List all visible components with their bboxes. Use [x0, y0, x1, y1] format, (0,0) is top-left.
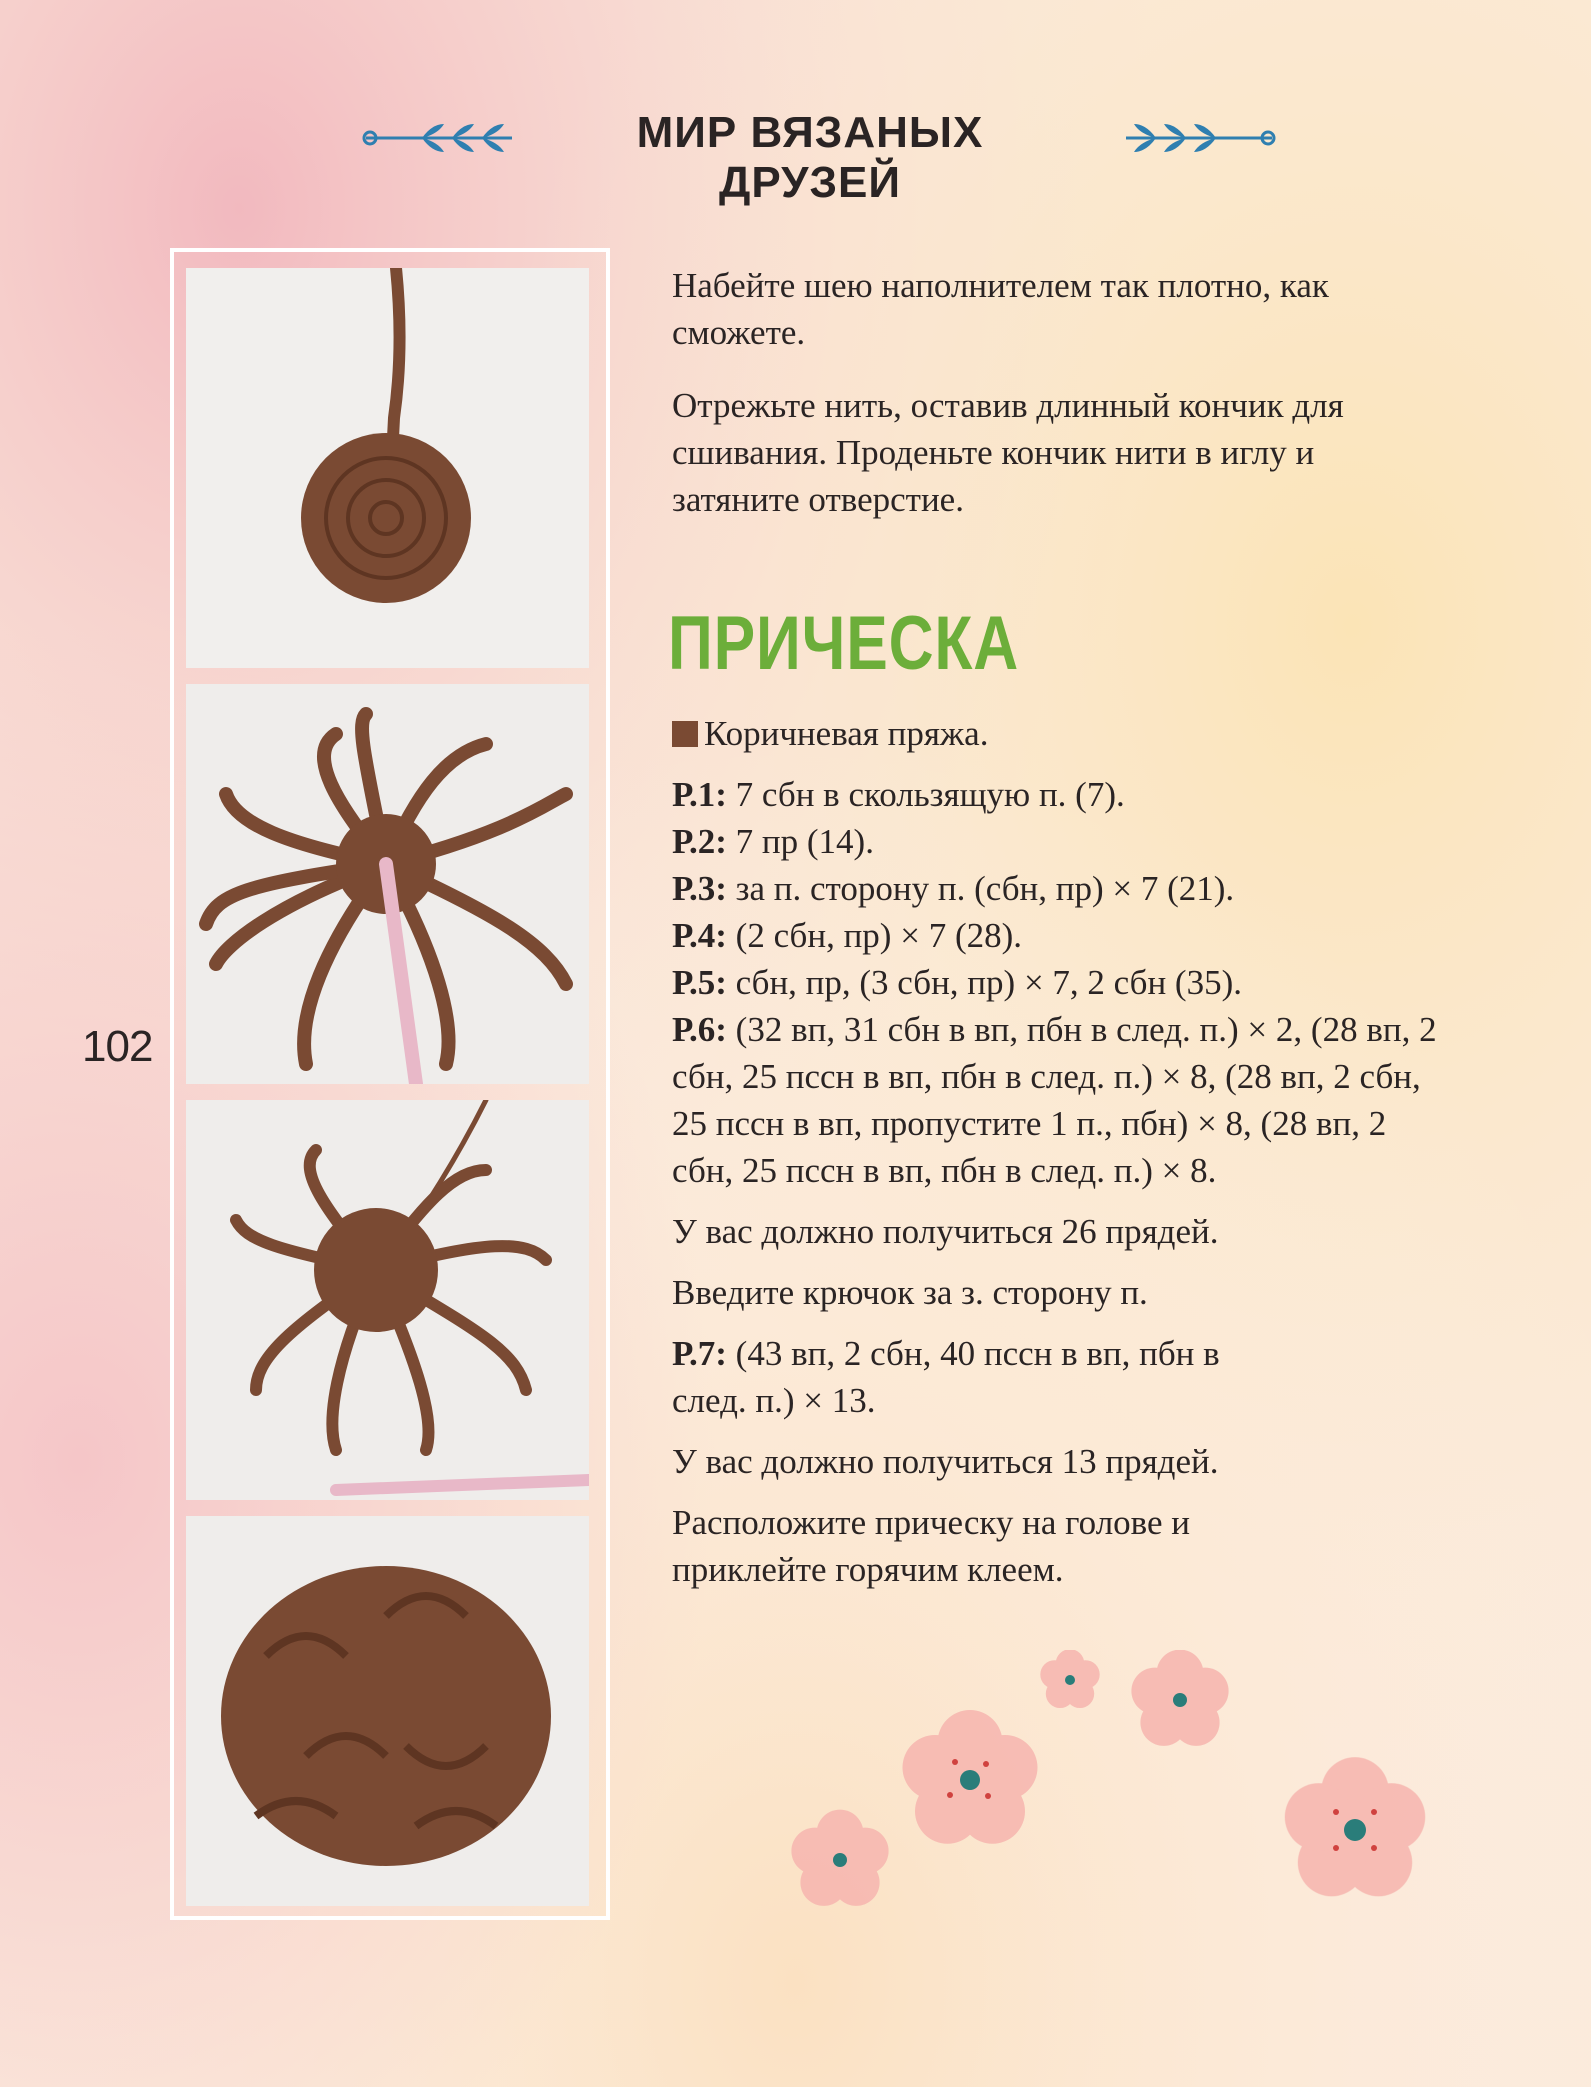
- final-instruction: Расположите прическу на голове и приклейте горячим клеем.: [672, 1503, 1190, 1589]
- row-3: Р.3: за п. сторону п. (сбн, пр) × 7 (21).: [672, 869, 1235, 908]
- yarn-text: Коричневая пряжа.: [704, 714, 989, 753]
- left-vine-ornament-icon: [362, 118, 520, 158]
- note-hook: Введите крючок за з. сторону п.: [672, 1273, 1148, 1312]
- brown-yarn-swatch-icon: [672, 721, 698, 747]
- book-title: МИР ВЯЗАНЫХ ДРУЗЕЙ: [636, 108, 984, 207]
- photo-head-circle: [186, 268, 589, 668]
- row-2: Р.2: 7 пр (14).: [672, 822, 874, 861]
- yarn-line: [672, 710, 1452, 757]
- intro-text-2: Отрежьте нить, оставив длинный кончик для сшивания. Проденьте кончик нити в иглу и затяните отверстие.: [672, 386, 1344, 519]
- note-strands-13: У вас должно получиться 13 прядей.: [672, 1442, 1219, 1481]
- photo-hair-strands-flat: [186, 684, 589, 1084]
- section-title: ПРИЧЕСКА: [668, 601, 1020, 686]
- row-1: Р.1: 7 сбн в скользящую п. (7).: [672, 775, 1125, 814]
- right-vine-ornament-icon: [1118, 118, 1276, 158]
- intro-paragraph-1: [672, 262, 1452, 356]
- intro-text-1: Набейте шею наполнителем так плотно, как сможете.: [672, 266, 1329, 352]
- decorative-flowers: [780, 1650, 1460, 1990]
- row-6: Р.6: (32 вп, 31 сбн в вп, пбн в след. п.) × 2, (28 вп, 2 сбн, 25 пссн в вп, пбн в след. п.) × 8, (28 вп, 2 сбн, 25 пссн в вп, пропустите 1 п., пбн) × 8, (28 вп, 2 сбн, 25 пссн в вп, пбн в след. п.) × 8.: [672, 1010, 1437, 1190]
- note-strands-26: У вас должно получиться 26 прядей.: [672, 1212, 1219, 1251]
- photo-hair-finished: [186, 1516, 589, 1906]
- row-7: Р.7: (43 вп, 2 сбн, 40 пссн в вп, пбн в след. п.) × 13.: [672, 1334, 1220, 1420]
- row-5: Р.5: сбн, пр, (3 сбн, пр) × 7, 2 сбн (35).: [672, 963, 1242, 1002]
- instructions-block: [672, 710, 1452, 1593]
- page-number: 102: [82, 1022, 153, 1071]
- intro-paragraph-2: [672, 382, 1452, 523]
- row-4: Р.4: (2 сбн, пр) × 7 (28).: [672, 916, 1023, 955]
- page-header: [0, 100, 1591, 207]
- photo-hair-strands-curled: [186, 1100, 589, 1500]
